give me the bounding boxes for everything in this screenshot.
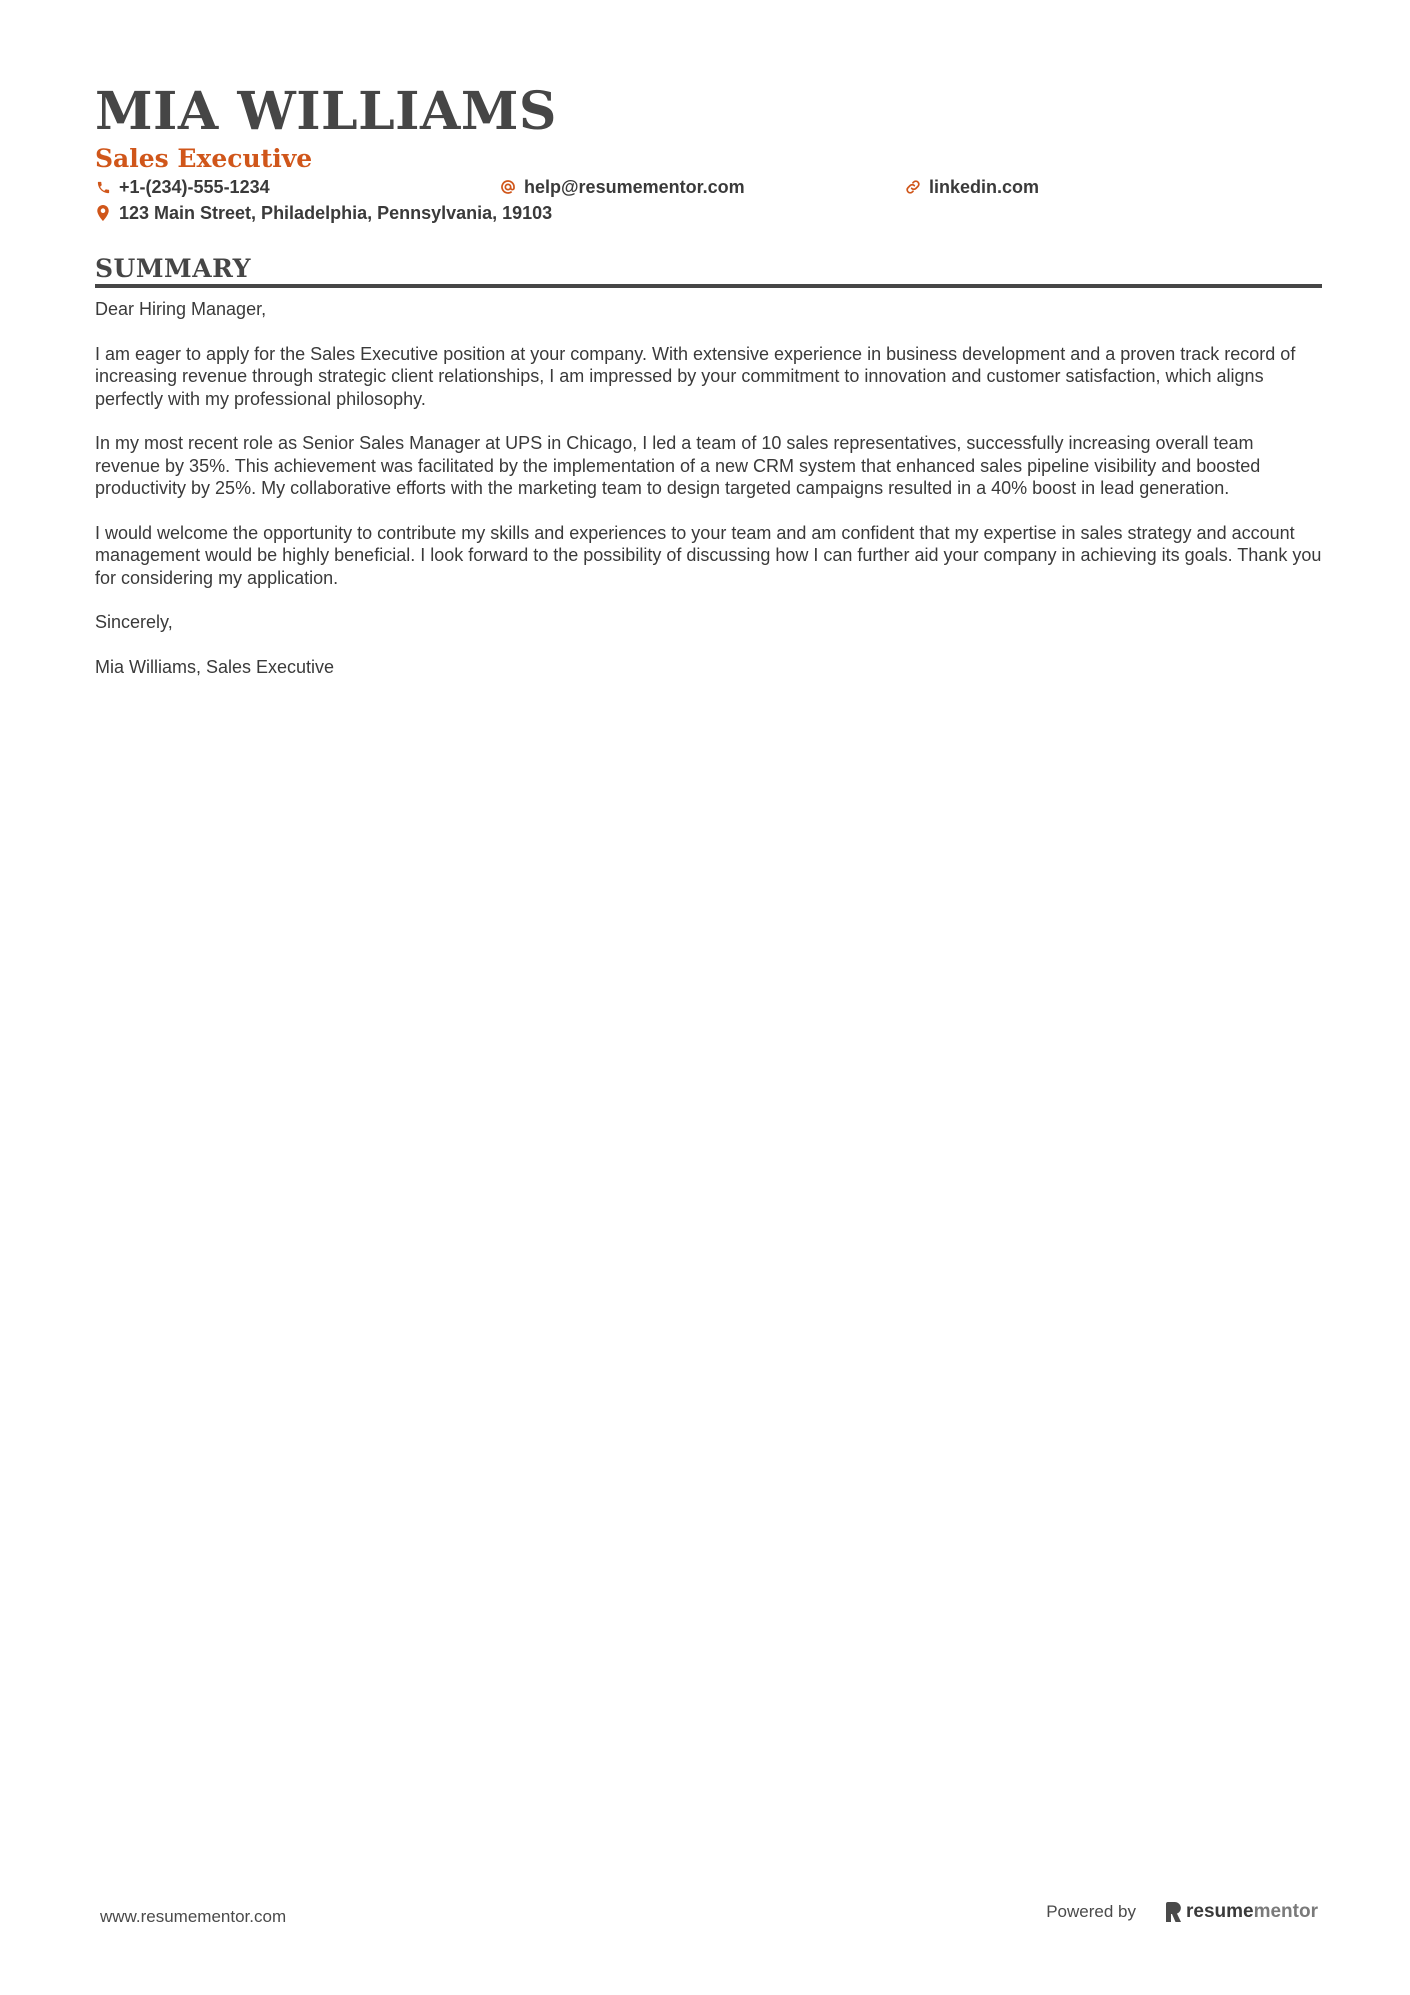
contact-address-text: 123 Main Street, Philadelphia, Pennsylvania, 19103 [119, 203, 553, 223]
brand-text-resume: resume [1185, 1901, 1254, 1922]
summary-body [95, 298, 1322, 678]
footer-branding [1046, 1901, 1318, 1923]
brand-logo[interactable] [1166, 1901, 1318, 1923]
contact-email-text: help@resumementor.com [524, 177, 745, 197]
at-icon [500, 179, 516, 195]
letter-signature: Mia Williams, Sales Executive [95, 656, 335, 677]
letter-paragraph: I would welcome the opportunity to contribute my skills and experiences to your team and am confident that my expertise in sales strategy and account management would be highly beneficial. I look forward to the possibility of discussing how I can further aid your company in achieving its goals. Thank you for considering my application. [95, 522, 1322, 588]
job-title: Sales Executive [95, 144, 313, 173]
brand-mark-icon [1166, 1902, 1182, 1922]
link-icon [905, 179, 921, 195]
letter-paragraph: I am eager to apply for the Sales Executive position at your company. With extensive experience in business development and a proven track record of increasing revenue through strategic client relationships, I am impressed by your commitment to innovation and customer satisfaction, which aligns perfectly with my professional philosophy. [95, 343, 1296, 409]
contact-info [95, 176, 1322, 224]
phone-icon [95, 179, 111, 195]
location-pin-icon [95, 205, 111, 221]
contact-website[interactable] [905, 176, 1322, 198]
contact-address [95, 202, 1322, 224]
letter-closing: Sincerely, [95, 612, 173, 632]
letter-paragraph: In my most recent role as Senior Sales Manager at UPS in Chicago, I led a team of 10 sales representatives, successfully increasing overall team revenue by 35%. This achievement was facilitated by the implementation of a new CRM system that enhanced sales pipeline visibility and boosted productivity by 25%. My collaborative efforts with the marketing team to design targeted campaigns resulted in a 40% boost in lead generation. [95, 433, 1261, 498]
powered-by-label: Powered by [1046, 1902, 1136, 1921]
contact-phone[interactable] [95, 176, 500, 198]
contact-phone-text: +1-(234)-555-1234 [119, 177, 270, 197]
section-divider [95, 284, 1322, 288]
contact-website-text: linkedin.com [929, 177, 1040, 197]
resume-page [95, 80, 1322, 700]
footer-website[interactable]: www.resumementor.com [100, 1907, 287, 1926]
candidate-name: MIA WILLIAMS [95, 81, 557, 142]
summary-heading: SUMMARY [95, 254, 251, 283]
letter-salutation: Dear Hiring Manager, [95, 299, 267, 319]
brand-text-mentor: mentor [1253, 1901, 1318, 1922]
contact-email[interactable] [500, 176, 905, 198]
